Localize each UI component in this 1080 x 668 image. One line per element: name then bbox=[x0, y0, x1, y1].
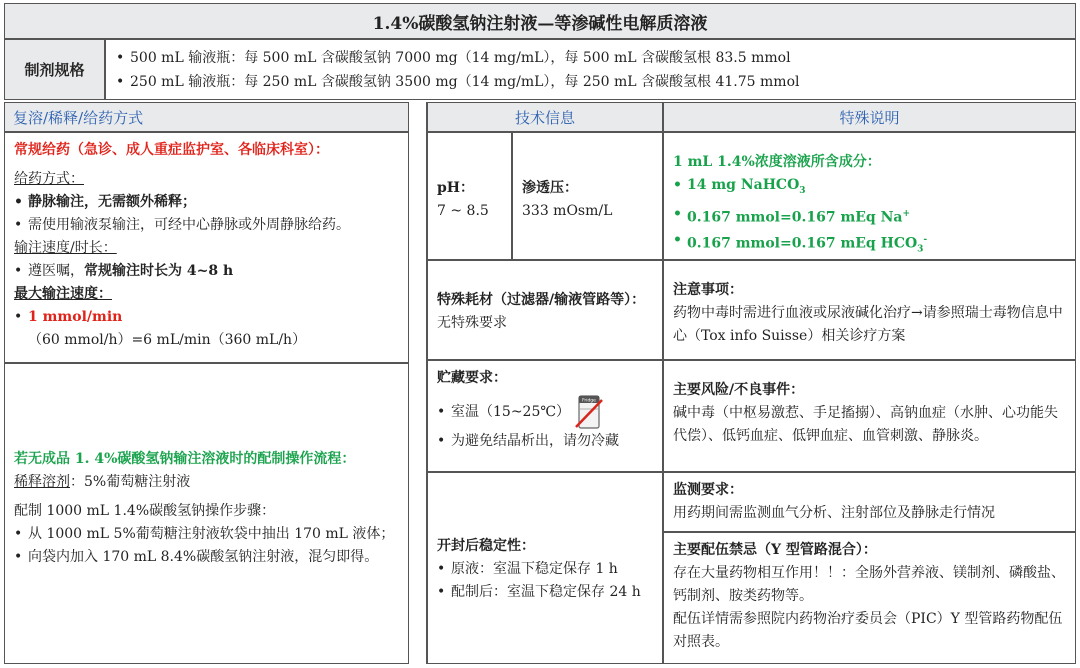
column-gutter bbox=[409, 102, 427, 664]
max-rate-label: 最大输注速度： bbox=[14, 286, 112, 302]
routine-title: 常规给药（急诊、成人重症监护室、各临床科室）： bbox=[14, 142, 329, 158]
osmolarity-cell bbox=[512, 132, 663, 260]
risk-cell bbox=[663, 360, 1076, 472]
risk-text: 碱中毒（中枢易激惹、手足搐搦）、高钠血症（水肿、心功能失代偿）、低钙血症、低钾血症、血管刺激、静脉炎。 bbox=[673, 405, 1058, 444]
comp2-sup: + bbox=[902, 208, 911, 219]
title-text: 1.4%碳酸氢钠注射液—等渗碱性电解质溶液 bbox=[372, 13, 708, 34]
compatibility-reference: 配伍详情需参照院内药物治疗委员会（PIC）Y 型管路药物配伍对照表。 bbox=[673, 611, 1063, 650]
stability-label: 开封后稳定性： bbox=[437, 538, 535, 554]
prep-step: • 向袋内加入 170 mL 8.4%碳酸氢钠注射液，混匀即得。 bbox=[14, 546, 399, 569]
compatibility-label: 主要配伍禁忌（Y 型管路混合）： bbox=[673, 542, 877, 558]
composition-cell bbox=[663, 132, 1076, 260]
risk-label: 主要风险/不良事件： bbox=[673, 382, 805, 398]
prep-step: • 从 1000 mL 5%葡萄糖注射液软袋中抽出 170 mL 液体； bbox=[14, 523, 399, 546]
attention-label: 注意事项： bbox=[673, 282, 743, 298]
notes-header-text: 特殊说明 bbox=[839, 108, 900, 127]
ph-cell bbox=[427, 132, 512, 260]
max-rate-item bbox=[14, 306, 399, 352]
attention-cell bbox=[663, 260, 1076, 360]
rate-bold: 常规输注时长为 4~8 h bbox=[84, 263, 234, 279]
stability-cell bbox=[427, 472, 663, 664]
ph-value: 7 ~ 8.5 bbox=[437, 203, 489, 219]
fridge-label: Fridge bbox=[582, 398, 596, 404]
no-fridge-icon bbox=[574, 395, 604, 429]
prep-title: 若无成品 1. 4%碳酸氢钠输注溶液时的配制操作流程： bbox=[14, 451, 356, 467]
rate-item bbox=[14, 260, 399, 283]
compatibility-text: 存在大量药物相互作用！！：全肠外营养液、镁制剂、磷酸盐、钙制剂、胺类药物等。 bbox=[673, 565, 1065, 604]
spec-label-text: 制剂规格 bbox=[24, 61, 85, 79]
spec-item: • 250 mL 输液瓶：每 250 mL 含碳酸氢钠 3500 mg（14 mg/mL），每 250 mL 含碳酸氢根 41.75 mmol bbox=[116, 70, 1065, 94]
attention-text: 药物中毒时需进行血液或尿液碱化治疗→请参照瑞士毒物信息中心（Tox info Suisse）相关诊疗方案 bbox=[673, 305, 1063, 344]
comp1-text: 14 mg NaHCO bbox=[687, 177, 800, 193]
max-rate-value: 1 mmol/min bbox=[28, 309, 123, 325]
monitoring-text: 用药期间需监测血气分析、注射部位及静脉走行情况 bbox=[673, 505, 995, 521]
composition-title: 1 mL 1.4%浓度溶液所含成分： bbox=[673, 154, 881, 170]
ph-label: pH： bbox=[437, 180, 475, 196]
storage-cell bbox=[427, 360, 663, 472]
monitoring-label: 监测要求： bbox=[673, 482, 743, 498]
tech-header bbox=[427, 102, 663, 132]
document-title bbox=[4, 3, 1076, 39]
rate-prefix: 遵医嘱， bbox=[28, 263, 84, 279]
rate-label: 输注速度/时长： bbox=[14, 240, 117, 256]
comp3-sup: - bbox=[923, 235, 928, 246]
spec-body bbox=[105, 39, 1076, 100]
left-header-text: 复溶/稀释/给药方式 bbox=[13, 108, 144, 127]
notes-header bbox=[663, 102, 1076, 132]
solvent-line bbox=[14, 471, 399, 494]
osm-label: 渗透压： bbox=[522, 180, 578, 196]
routine-admin-cell bbox=[4, 132, 409, 363]
solvent-label: 稀释溶剂 bbox=[14, 474, 70, 490]
solvent-value: ：5%葡萄糖注射液 bbox=[70, 474, 191, 490]
monitoring-cell bbox=[663, 472, 1076, 532]
preparation-cell bbox=[4, 363, 409, 664]
spec-label bbox=[4, 39, 105, 100]
storage-item: • 为避免结晶析出，请勿冷藏 bbox=[437, 430, 653, 453]
spec-item: • 500 mL 输液瓶：每 500 mL 含碳酸氢钠 7000 mg（14 mg/mL），每 500 mL 含碳酸氢根 83.5 mmol bbox=[116, 46, 1065, 70]
comp2-text: 0.167 mmol=0.167 mEq Na bbox=[687, 209, 903, 226]
comp3-sub: 3 bbox=[917, 244, 924, 255]
osm-value: 333 mOsm/L bbox=[522, 203, 613, 219]
admin-label: 给药方式： bbox=[14, 171, 84, 187]
comp3-text: 0.167 mmol=0.167 mEq HCO bbox=[687, 236, 918, 253]
stability-item: • 配制后：室温下稳定保存 24 h bbox=[437, 581, 653, 604]
compatibility-cell bbox=[663, 532, 1076, 664]
supplies-label: 特殊耗材（过滤器/输液管路等）： bbox=[437, 292, 646, 308]
composition-item bbox=[673, 203, 1066, 230]
steps-title: 配制 1000 mL 1.4%碳酸氢钠操作步骤： bbox=[14, 503, 276, 519]
storage-item bbox=[437, 394, 653, 430]
admin-item: • 静脉输注，无需额外稀释； bbox=[14, 191, 399, 214]
storage-label: 贮藏要求： bbox=[437, 370, 507, 386]
supplies-value: 无特殊要求 bbox=[437, 315, 507, 331]
tech-header-text: 技术信息 bbox=[514, 108, 575, 127]
max-rate-rest: （60 mmol/h）=6 mL/min（360 mL/h） bbox=[28, 332, 307, 348]
supplies-cell bbox=[427, 260, 663, 360]
composition-item bbox=[673, 174, 1066, 203]
comp1-sub: 3 bbox=[799, 185, 806, 196]
stability-item: • 原液：室温下稳定保存 1 h bbox=[437, 558, 653, 581]
admin-item: • 需使用输液泵输注，可经中心静脉或外周静脉给药。 bbox=[14, 214, 399, 237]
left-header bbox=[4, 102, 409, 132]
composition-item bbox=[673, 229, 1066, 261]
storage-temp: 室温（15~25℃） bbox=[451, 404, 571, 420]
